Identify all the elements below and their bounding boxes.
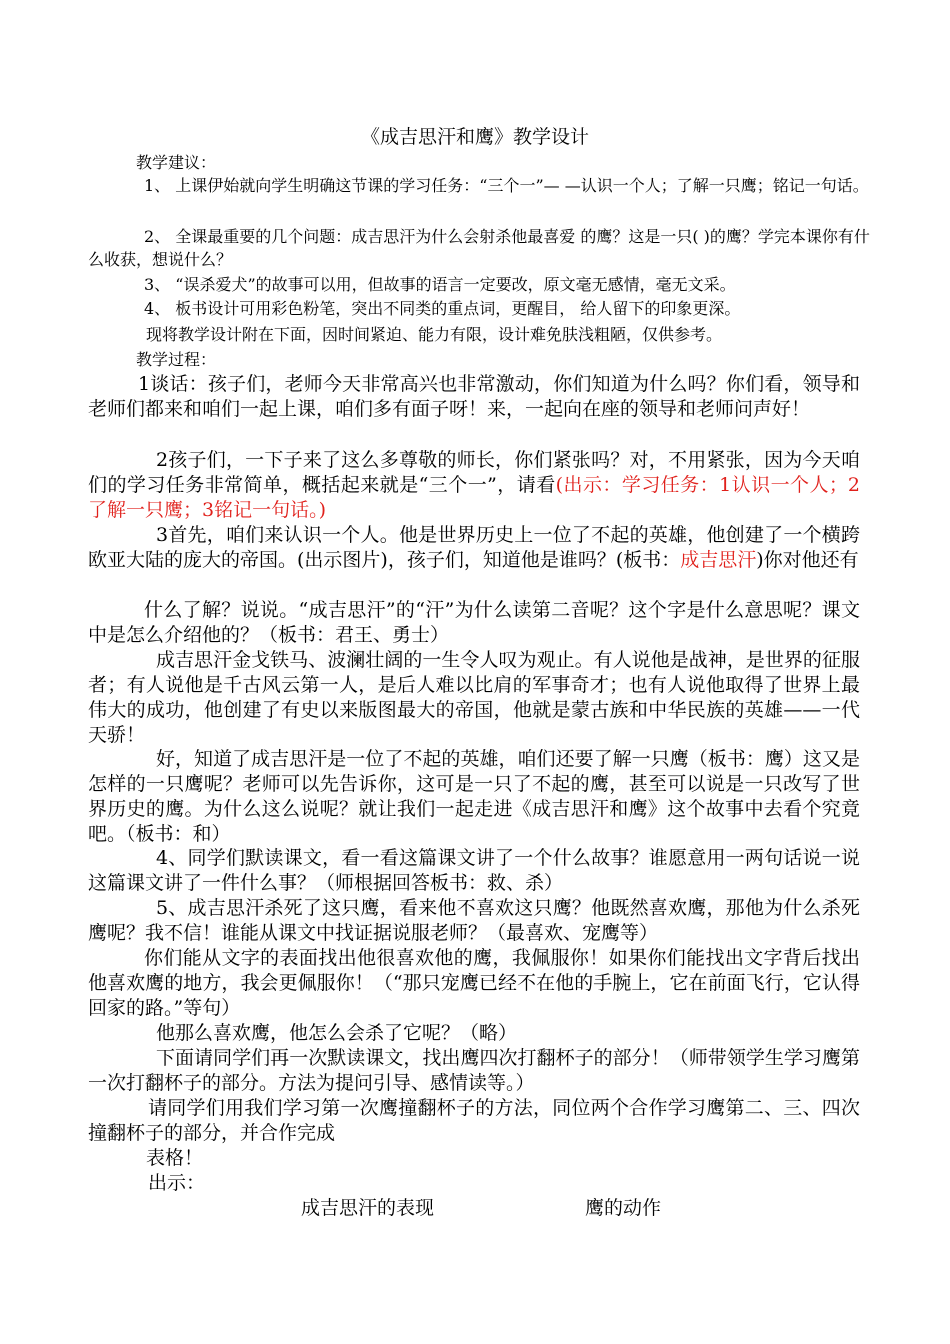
paragraph-text: 3首先，咱们来认识一个人。他是世界历史上一位了不起的英雄，他创建了一个横跨欧亚大陆的庞大的帝国。(出示图片)，孩子们，知道他是谁吗？(板书： — [88, 524, 860, 571]
paragraph: 他那么喜欢鹰，他怎么会杀了它呢？（略） — [156, 1022, 518, 1044]
paragraph — [88, 523, 860, 573]
paragraph: 好，知道了成吉思汗是一位了不起的英雄，咱们还要了解一只鹰（板书：鹰）这又是怎样的一只鹰呢？老师可以先告诉你，这可是一只了不起的鹰，甚至可以说是一只改写了世界历史的鹰。为什么这么说呢？就让我们一起走进《成吉思汗和鹰》这个故事中去看个究竟吧。（板书：和） — [88, 748, 860, 845]
highlight-text: 成吉思汗 — [680, 549, 757, 571]
paragraph: 什么了解？说说。“成吉思汗”的“汗”为什么读第二音呢？这个字是什么意思呢？课文中是怎么介绍他的？（板书：君王、勇士） — [88, 599, 860, 646]
suggestion-item: 4、 板书设计可用彩色粉笔，突出不同类的重点词，更醒目， 给人留下的印象更深。 — [144, 299, 741, 318]
paragraph: 成吉思汗金戈铁马、波澜壮阔的一生令人叹为观止。有人说他是战神，是世界的征服者；有人说他是千古风云第一人，是后人难以比肩的军事奇才；也有人说他取得了世界上最伟大的成功，他创建了有史以来版图最大的帝国，他就是蒙古族和中华民族的英雄——一代天骄！ — [88, 649, 860, 746]
process-heading: 教学过程： — [136, 350, 217, 369]
paragraph: 你们能从文字的表面找出他很喜欢他的鹰，我佩服你！如果你们能找出文字背后找出他喜欢鹰的地方，我会更佩服你！（“那只宠鹰已经不在他的手腕上，它在前面飞行，它认得回家的路。”等句） — [88, 947, 860, 1019]
note-paragraph: 现将教学设计附在下面，因时间紧迫、能力有限，设计难免肤浅粗陋，仅供参考。 — [146, 325, 723, 344]
page-title: 《成吉思汗和鹰》教学设计 — [360, 126, 589, 148]
table-column-header: 成吉思汗的表现 — [301, 1197, 435, 1219]
suggestion-item: 1、 上课伊始就向学生明确这节课的学习任务：“三个一”— —认识一个人；了解一只鹰；铭记一句话。 — [144, 176, 869, 195]
suggestions-heading: 教学建议： — [136, 153, 217, 172]
paragraph: 1谈话：孩子们，老师今天非常高兴也非常激动，你们知道为什么吗？你们看，领导和老师们都来和咱们一起上课，咱们多有面子呀！来，一起向在座的领导和老师问声好！ — [88, 373, 860, 420]
paragraph: 请同学们用我们学习第一次鹰撞翻杯子的方法，同位两个合作学习鹰第二、三、四次撞翻杯子的部分，并合作完成 — [88, 1097, 860, 1144]
suggestion-item: 3、 “误杀爱犬”的故事可以用，但故事的语言一定要改，原文毫无感情，毫无文采。 — [144, 275, 736, 294]
paragraph: 下面请同学们再一次默读课文，找出鹰四次打翻杯子的部分！（师带领学生学习鹰第一次打翻杯子的部分。方法为提问引导、感情读等。） — [88, 1047, 860, 1094]
paragraph-text: )你对他还有 — [756, 549, 859, 571]
table-column-header: 鹰的动作 — [585, 1197, 662, 1219]
paragraph: 出示： — [148, 1172, 206, 1194]
highlight-text: (出示：学习任务：1认识一个人；2了解一只鹰；3铭记一句话。) — [88, 474, 861, 521]
suggestion-item: 2、 全课最重要的几个问题：成吉思汗为什么会射杀他最喜爱 的鹰？这是一只( )的鹰？学完本课你有什么收获，想说什么？ — [88, 227, 870, 269]
paragraph: 5、成吉思汗杀死了这只鹰，看来他不喜欢这只鹰？他既然喜欢鹰，那他为什么杀死鹰呢？我不信！谁能从课文中找证据说服老师？（最喜欢、宠鹰等） — [88, 897, 860, 944]
paragraph — [88, 448, 860, 523]
paragraph: 4、同学们默读课文，看一看这篇课文讲了一个什么故事？谁愿意用一两句话说一说这篇课文讲了一件什么事？（师根据回答板书：救、杀） — [88, 847, 860, 894]
paragraph-text: 2孩子们，一下子来了这么多尊敬的师长，你们紧张吗？对，不用紧张，因为今天咱们的学习任务非常简单，概括起来就是“三个一”，请看 — [88, 449, 860, 496]
paragraph: 表格！ — [146, 1147, 204, 1169]
